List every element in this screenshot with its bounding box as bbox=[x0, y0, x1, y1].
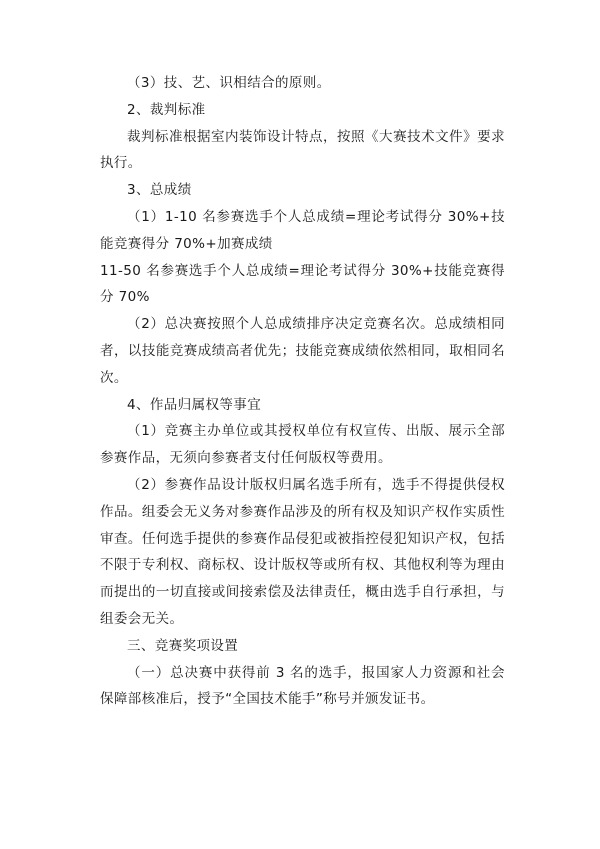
paragraph-ownership-2: （2）参赛作品设计版权归属名选手所有，选手不得提供侵权作品。组委会无义务对参赛作品涉及的所有权及知识产权作实质性审查。任何选手提供的参赛作品侵犯或被指控侵犯知识产权，包括不限于专利权、商标权、设计版权等或所有权、其他权利等为理由而提出的一切直接或间接索偿及法律责任，概由选手自行承担，与组委会无关。 bbox=[100, 476, 505, 627]
paragraph-judging-standard: 裁判标准根据室内装饰设计特点，按照《大赛技术文件》要求执行。 bbox=[100, 128, 505, 172]
paragraph-ranking: （2）总决赛按照个人总成绩排序决定竞赛名次。总成绩相同者，以技能竞赛成绩高者优先；技能竞赛成绩依然相同，取相同名次。 bbox=[100, 316, 505, 386]
heading-judging-standard: 2、裁判标准 bbox=[127, 101, 206, 118]
heading-awards: 三、竞赛奖项设置 bbox=[127, 637, 239, 654]
document-body bbox=[100, 70, 505, 713]
heading-total-score: 3、总成绩 bbox=[127, 182, 192, 199]
heading-ownership: 4、作品归属权等事宜 bbox=[127, 396, 262, 413]
paragraph-ownership-1: （1）竞赛主办单位或其授权单位有权宣传、出版、展示全部参赛作品，无须向参赛者支付任何版权等费用。 bbox=[100, 423, 505, 467]
paragraph-principle-3: （3）技、艺、识相结合的原则。 bbox=[127, 75, 331, 91]
paragraph-score-11-50: 11-50 名参赛选手个人总成绩=理论考试得分 30%+技能竞赛得分 70% bbox=[100, 262, 505, 306]
paragraph-awards-1: （一）总决赛中获得前 3 名的选手，报国家人力资源和社会保障部核准后，授予“全国技术能手”称号并颁发证书。 bbox=[100, 664, 505, 708]
paragraph-score-top10: （1）1-10 名参赛选手个人总成绩=理论考试得分 30%+技能竞赛得分 70%+加赛成绩 bbox=[100, 208, 505, 252]
